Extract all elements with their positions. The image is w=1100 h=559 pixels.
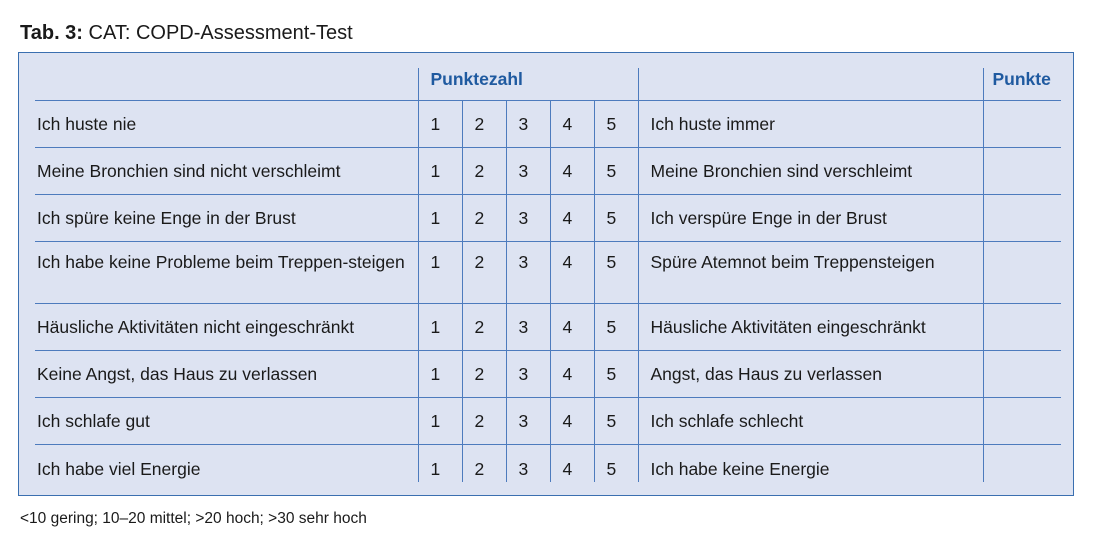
score-option: 5 [594, 241, 638, 303]
table-title: CAT: COPD-Assessment-Test [88, 22, 353, 44]
score-legend: <10 gering; 10–20 mittel; >20 hoch; >30 sehr hoch [20, 510, 367, 527]
score-option: 3 [506, 303, 550, 350]
points-cell [983, 444, 1061, 482]
points-cell [983, 100, 1061, 147]
score-option: 5 [594, 100, 638, 147]
score-option: 5 [594, 303, 638, 350]
left-statement: Ich spüre keine Enge in der Brust [35, 194, 418, 241]
right-statement: Meine Bronchien sind verschleimt [638, 147, 983, 194]
left-statement: Keine Angst, das Haus zu verlassen [35, 350, 418, 397]
left-statement: Ich habe keine Probleme beim Treppen-steigen [35, 241, 418, 303]
right-statement: Häusliche Aktivitäten eingeschränkt [638, 303, 983, 350]
header-row [35, 68, 1061, 100]
score-option: 2 [462, 100, 506, 147]
left-statement: Häusliche Aktivitäten nicht eingeschränkt [35, 303, 418, 350]
score-option: 3 [506, 241, 550, 303]
table-number: Tab. 3: [20, 22, 83, 44]
table-row [35, 397, 1061, 444]
points-cell [983, 194, 1061, 241]
header-blank-right [638, 68, 983, 100]
score-option: 3 [506, 444, 550, 482]
table-row [35, 444, 1061, 482]
score-option: 5 [594, 350, 638, 397]
table-row [35, 147, 1061, 194]
score-option: 3 [506, 100, 550, 147]
table-caption [20, 20, 353, 46]
header-score: Punktezahl [418, 68, 638, 100]
cat-table-frame [18, 52, 1074, 496]
score-option: 5 [594, 194, 638, 241]
table-row [35, 350, 1061, 397]
score-option: 2 [462, 241, 506, 303]
score-option: 1 [418, 303, 462, 350]
points-cell [983, 241, 1061, 303]
left-statement: Meine Bronchien sind nicht verschleimt [35, 147, 418, 194]
table-row [35, 241, 1061, 303]
score-option: 4 [550, 100, 594, 147]
score-option: 1 [418, 100, 462, 147]
header-blank-left [35, 68, 418, 100]
right-statement: Ich habe keine Energie [638, 444, 983, 482]
score-option: 4 [550, 397, 594, 444]
points-cell [983, 147, 1061, 194]
right-statement: Ich huste immer [638, 100, 983, 147]
score-option: 5 [594, 397, 638, 444]
right-statement: Ich verspüre Enge in der Brust [638, 194, 983, 241]
table-row [35, 303, 1061, 350]
score-option: 3 [506, 350, 550, 397]
score-option: 1 [418, 241, 462, 303]
score-option: 4 [550, 194, 594, 241]
left-statement: Ich huste nie [35, 100, 418, 147]
points-cell [983, 397, 1061, 444]
score-option: 2 [462, 397, 506, 444]
score-option: 5 [594, 147, 638, 194]
score-option: 2 [462, 194, 506, 241]
score-option: 3 [506, 194, 550, 241]
table-row [35, 194, 1061, 241]
right-statement: Ich schlafe schlecht [638, 397, 983, 444]
table-row [35, 100, 1061, 147]
score-option: 2 [462, 303, 506, 350]
score-option: 4 [550, 303, 594, 350]
score-option: 5 [594, 444, 638, 482]
cat-table [35, 68, 1061, 482]
score-option: 3 [506, 397, 550, 444]
score-option: 4 [550, 444, 594, 482]
points-cell [983, 303, 1061, 350]
score-option: 2 [462, 444, 506, 482]
score-option: 2 [462, 350, 506, 397]
score-option: 4 [550, 241, 594, 303]
right-statement: Angst, das Haus zu verlassen [638, 350, 983, 397]
score-option: 1 [418, 350, 462, 397]
score-option: 1 [418, 194, 462, 241]
score-option: 4 [550, 147, 594, 194]
score-option: 4 [550, 350, 594, 397]
header-points: Punkte [983, 68, 1061, 100]
score-option: 1 [418, 397, 462, 444]
left-statement: Ich schlafe gut [35, 397, 418, 444]
score-option: 2 [462, 147, 506, 194]
right-statement: Spüre Atemnot beim Treppensteigen [638, 241, 983, 303]
left-statement: Ich habe viel Energie [37, 458, 201, 479]
score-option: 1 [418, 444, 462, 482]
score-option: 3 [506, 147, 550, 194]
score-option: 1 [418, 147, 462, 194]
points-cell [983, 350, 1061, 397]
